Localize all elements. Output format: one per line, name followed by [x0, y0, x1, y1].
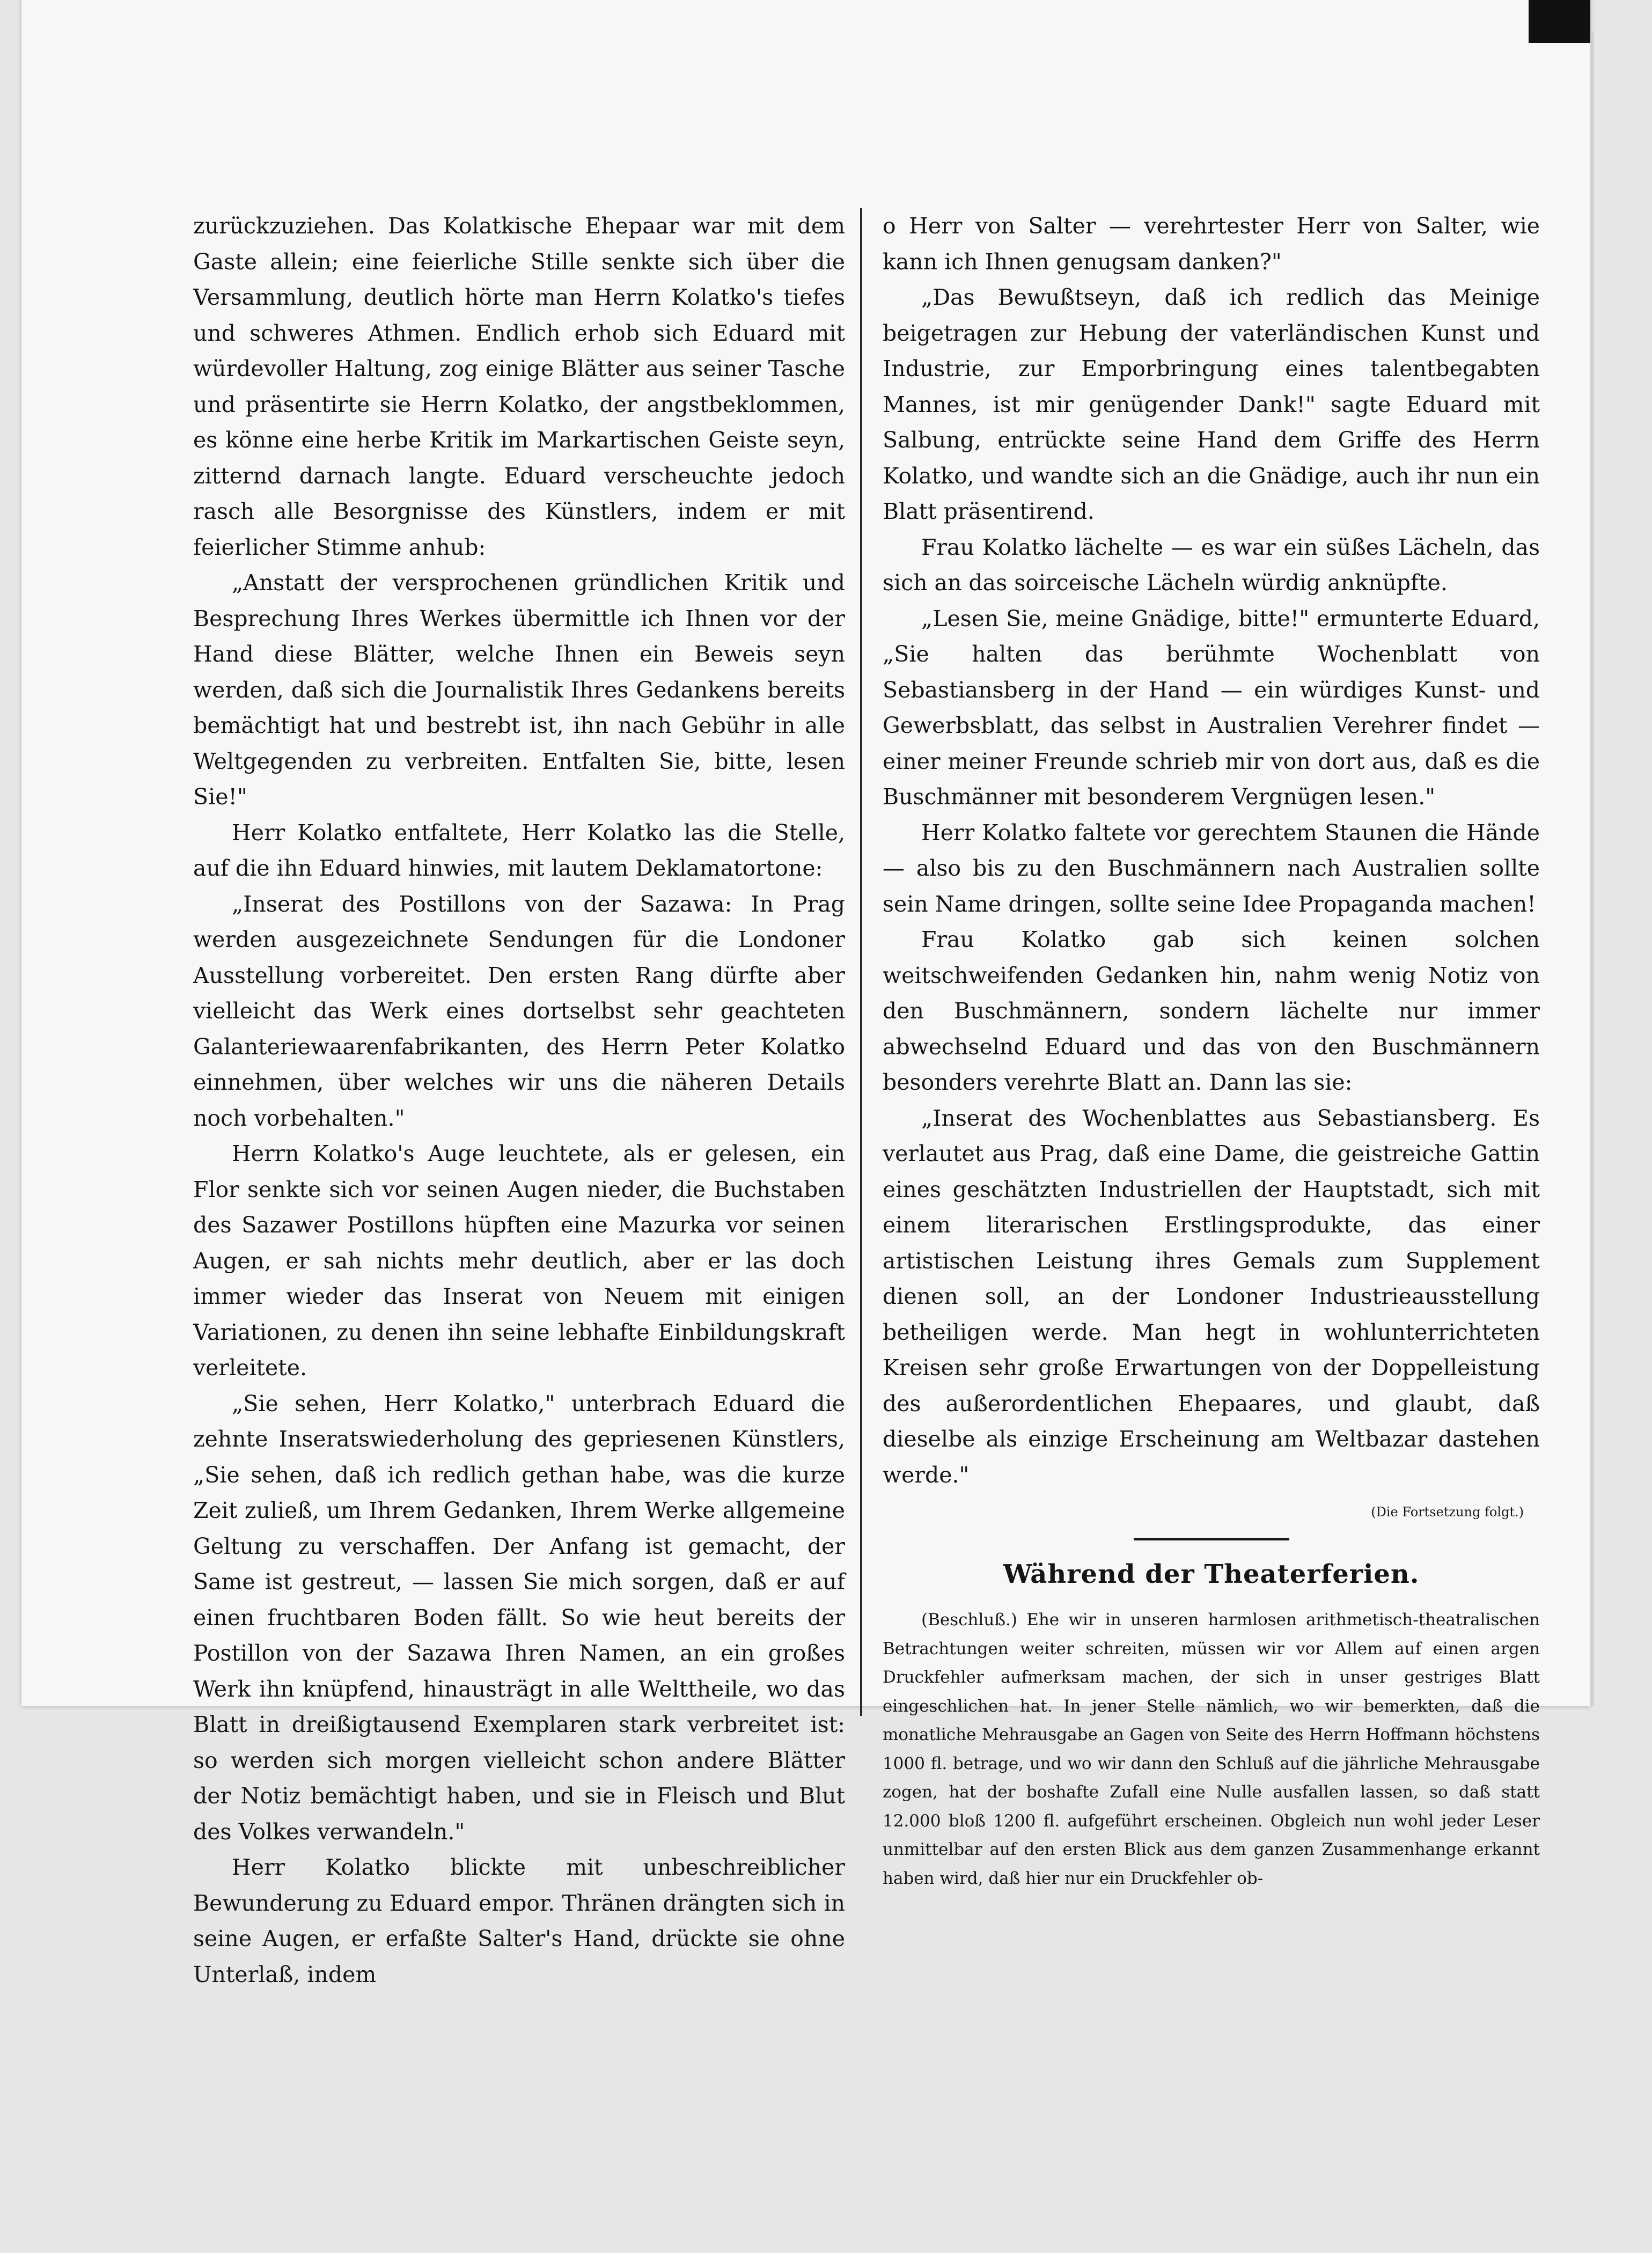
- scan-border: [1529, 0, 1590, 43]
- left-paragraph-6: „Sie sehen, Herr Kolatko," unterbrach Eduard die zehnte Inseratswiederholung des gepriesenen Künstlers, „Sie sehen, daß ich redlich gethan habe, was die kurze Zeit zuließ, um Ihrem Gedanken, Ihrem Werke allgemeine Geltung zu verschaffen. Der Anfang ist gemacht, der Same ist gestreut, — lassen Sie mich sorgen, daß er auf einen fruchtbaren Boden fällt. So wie heut bereits der Postillon von der Sazawa Ihren Namen, an ein großes Werk ihn knüpfend, hinausträgt in alle Welttheile, wo das Blatt in dreißigtausend Exemplaren stark verbreitet ist: so werden sich morgen vielleicht schon andere Blätter der Notiz bemächtigt haben, und sie in Fleisch und Blut des Volkes verwandeln.": [193, 1390, 845, 1845]
- left-paragraph-7: Herr Kolatko blickte mit unbeschreiblicher Bewunderung zu Eduard empor. Thränen drängten sich in seine Augen, er erfaßte Salter's Hand, drückte sie ohne Unterlaß, indem: [193, 1854, 845, 1987]
- left-paragraph-1: zurückzuziehen. Das Kolatkische Ehepaar war mit dem Gaste allein; eine feierliche Stille senkte sich über die Versammlung, deutlich hörte man Herrn Kolatko's tiefes und schweres Athmen. Endlich erhob sich Eduard mit würdevoller Haltung, zog einige Blätter aus seiner Tasche und präsentirte sie Herrn Kolatko, der angstbeklommen, es könne eine herbe Kritik im Markartischen Geiste seyn, zitternd darnach langte. Eduard verscheuchte jedoch rasch alle Besorgnisse des Künstlers, indem er mit feierlicher Stimme anhub:: [193, 213, 845, 560]
- left-paragraph-4: „Inserat des Postillons von der Sazawa: In Prag werden ausgezeichnete Sendungen für die Londoner Ausstellung vorbereitet. Den ersten Rang dürfte aber vielleicht das Werk eines dortselbst sehr geachteten Galanteriewaarenfabrikanten, des Herrn Peter Kolatko einnehmen, über welches wir uns die näheren Details noch vorbehalten.": [193, 891, 845, 1131]
- section-rule: [1134, 1538, 1289, 1540]
- column-divider: [860, 208, 862, 1716]
- right-paragraph-6: Frau Kolatko gab sich keinen solchen weitschweifenden Gedanken hin, nahm wenig Notiz von den Buschmännern, sondern lächelte nur immer abwechselnd Eduard und das von den Buschmännern besonders verehrte Blatt an. Dann las sie:: [883, 927, 1540, 1095]
- page-edge-shadow: [1590, 32, 1594, 1706]
- left-paragraph-5: Herrn Kolatko's Auge leuchtete, als er gelesen, ein Flor senkte sich vor seinen Augen nieder, die Buchstaben des Sazawer Postillons hüpften eine Mazurka vor seinen Augen, er sah nichts mehr deutlich, aber er las doch immer wieder das Inserat von Neuem mit einigen Variationen, zu denen ihn seine lebhafte Einbildungskraft verleitete.: [193, 1141, 845, 1381]
- continuation-note: (Die Fortsetzung folgt.): [1371, 1505, 1524, 1520]
- left-column: [193, 208, 845, 1992]
- right-paragraph-2: „Das Bewußtseyn, daß ich redlich das Meinige beigetragen zur Hebung der vaterländischen Kunst und Industrie, zur Emporbringung eines talentbegabten Mannes, ist mir genügender Dank!" sagte Eduard mit Salbung, entrückte seine Hand dem Griffe des Herrn Kolatko, und wandte sich an die Gnädige, auch ihr nun ein Blatt präsentirend.: [883, 284, 1540, 524]
- right-paragraph-5: Herr Kolatko faltete vor gerechtem Staunen die Hände — also bis zu den Buschmännern nach Australien sollte sein Name dringen, sollte seine Idee Propaganda machen!: [883, 819, 1540, 917]
- section-headline: Während der Theaterferien.: [1003, 1559, 1420, 1589]
- section-paragraph-1: (Beschluß.) Ehe wir in unseren harmlosen arithmetisch-theatralischen Betrachtungen weiter schreiten, müssen wir vor Allem auf einen argen Druckfehler aufmerksam machen, der sich in unser gestriges Blatt eingeschlichen hat. In jener Stelle nämlich, wo wir bemerkten, daß die monatliche Mehrausgabe an Gagen von Seite des Herrn Hoffmann höchstens 1000 fl. betrage, und wo wir dann den Schluß auf die jährliche Mehrausgabe zogen, hat der boshafte Zufall eine Nulle ausfallen lassen, so daß statt 12.000 bloß 1200 fl. aufgeführt erscheinen. Obgleich nun wohl jeder Leser unmittelbar auf den ersten Blick aus dem ganzen Zusammenhange erkannt haben wird, daß hier nur ein Druckfehler ob-: [883, 1610, 1540, 1888]
- left-paragraph-2: „Anstatt der versprochenen gründlichen Kritik und Besprechung Ihres Werkes übermittle ich Ihnen vor der Hand diese Blätter, welche Ihnen ein Beweis seyn werden, daß sich die Journalistik Ihres Gedankens bereits bemächtigt hat und bestrebt ist, ihn nach Gebühr in alle Weltgegenden zu verbreiten. Entfalten Sie, bitte, lesen Sie!": [193, 570, 845, 810]
- right-paragraph-1: o Herr von Salter — verehrtester Herr von Salter, wie kann ich Ihnen genugsam danken?": [883, 213, 1540, 275]
- right-paragraph-4: „Lesen Sie, meine Gnädige, bitte!" ermunterte Eduard, „Sie halten das berühmte Wochenblatt von Sebastiansberg in der Hand — ein würdiges Kunst- und Gewerbsblatt, das selbst in Australien Verehrer findet — einer meiner Freunde schrieb mir von dort aus, daß es die Buschmänner mit besonderem Vergnügen lesen.": [883, 605, 1540, 810]
- left-paragraph-3: Herr Kolatko entfaltete, Herr Kolatko las die Stelle, auf die ihn Eduard hinwies, mit lautem Deklamatortone:: [193, 819, 845, 881]
- right-column: [883, 208, 1540, 1893]
- right-paragraph-7: „Inserat des Wochenblattes aus Sebastiansberg. Es verlautet aus Prag, daß eine Dame, die geistreiche Gattin eines geschätzten Industriellen der Hauptstadt, sich mit einem literarischen Erstlingsprodukte, das einer artistischen Leistung ihres Gemals zum Supplement dienen soll, an der Londoner Industrieausstellung betheiligen werde. Man hegt in wohlunterrichteten Kreisen sehr große Erwartungen von der Doppelleistung des außerordentlichen Ehepaares, und glaubt, daß dieselbe als einzige Erscheinung am Weltbazar dastehen werde.": [883, 1105, 1540, 1488]
- right-paragraph-3: Frau Kolatko lächelte — es war ein süßes Lächeln, das sich an das soirceische Lächeln würdig anknüpfte.: [883, 534, 1540, 596]
